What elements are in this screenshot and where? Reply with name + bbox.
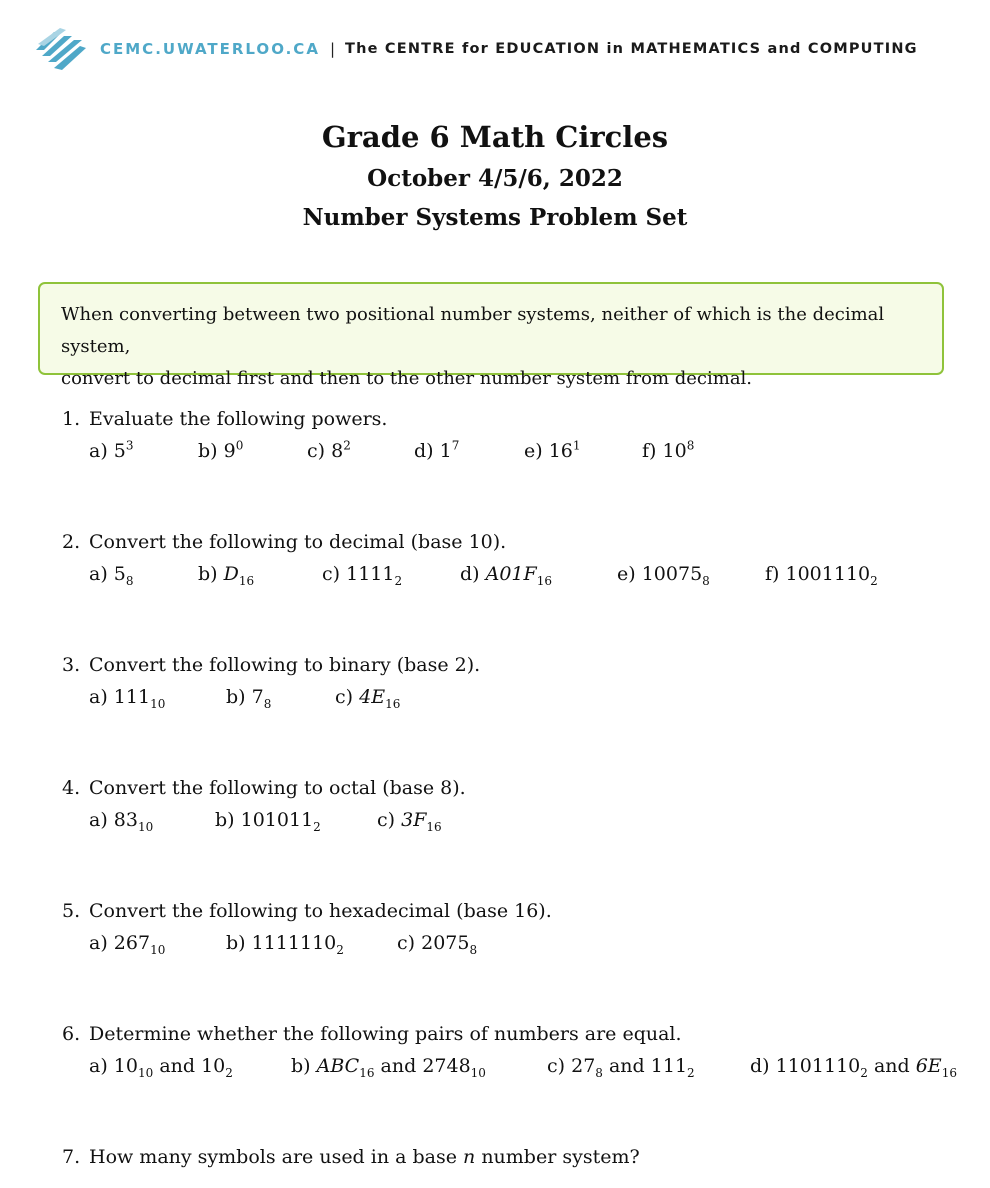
part-b: b) $9^0$ [198, 438, 244, 462]
problem-number: 6. [62, 1023, 81, 1045]
part-b: b) $ABC_{16}$ and $2748_{10}$ [291, 1055, 486, 1080]
problem-number: 5. [62, 900, 81, 922]
part-c: c) $27_8$ and $111_2$ [547, 1055, 695, 1080]
problem-number: 3. [62, 654, 81, 676]
part-e: e) $10075_8$ [617, 563, 710, 588]
part-f: f) $10^8$ [642, 438, 695, 462]
part-c: c) $2075_8$ [397, 932, 478, 957]
part-d: d) $1101110_2$ and $6E_{16}$ [750, 1055, 957, 1080]
part-a: a) $111_{10}$ [89, 686, 166, 711]
part-e: e) $16^1$ [524, 438, 581, 462]
part-a: a) $10_{10}$ and $10_2$ [89, 1055, 233, 1080]
part-d: d) $A01F_{16}$ [460, 563, 552, 588]
header-site[interactable]: CEMC.UWATERLOO.CA [100, 40, 320, 58]
part-b: b) $1111110_2$ [226, 932, 344, 957]
note-line-2: convert to decimal first and then to the other number system from decimal. [61, 368, 753, 389]
problem-question: Determine whether the following pairs of numbers are equal. [89, 1023, 682, 1045]
problem-2 [62, 527, 962, 591]
part-d: d) $1^7$ [414, 438, 460, 462]
problem-question: How many symbols are used in a base n number system? [89, 1146, 640, 1168]
note-line-1: When converting between two positional number systems, neither of which is the decimal system, [61, 304, 885, 357]
problem-number: 1. [62, 408, 81, 430]
part-c: c) $8^2$ [307, 438, 351, 462]
part-a: a) $83_{10}$ [89, 809, 154, 834]
problem-question: Convert the following to decimal (base 10). [89, 531, 507, 553]
problem-7 [62, 1142, 962, 1172]
part-c: c) $1111_2$ [322, 563, 403, 588]
part-f: f) $1001110_2$ [765, 563, 878, 588]
page-header [36, 24, 918, 74]
header-center-name: The CENTRE for EDUCATION in MATHEMATICS and COMPUTING [345, 41, 918, 57]
cemc-logo-icon [36, 26, 86, 72]
part-b: b) $101011_2$ [215, 809, 321, 834]
part-c: c) $4E_{16}$ [335, 686, 401, 711]
note-box [38, 282, 944, 389]
problem-5 [62, 896, 962, 960]
problem-3 [62, 650, 962, 714]
page-subtitle: Number Systems Problem Set [302, 204, 688, 231]
problem-number: 4. [62, 777, 81, 799]
problem-6 [62, 1019, 962, 1083]
problem-number: 2. [62, 531, 81, 553]
problem-question: Evaluate the following powers. [89, 408, 388, 430]
part-a: a) $5^3$ [89, 438, 134, 462]
header-separator: | [329, 40, 335, 58]
problem-question: Convert the following to binary (base 2). [89, 654, 481, 676]
part-b: b) $7_8$ [226, 686, 272, 711]
problem-question: Convert the following to hexadecimal (base 16). [89, 900, 552, 922]
problem-1 [62, 404, 962, 468]
page-date: October 4/5/6, 2022 [367, 165, 623, 192]
problem-question: Convert the following to octal (base 8). [89, 777, 466, 799]
problem-4 [62, 773, 962, 837]
problem-number: 7. [62, 1146, 81, 1168]
part-a: a) $267_{10}$ [89, 932, 166, 957]
part-c: c) $3F_{16}$ [377, 809, 442, 834]
part-b: b) $D_{16}$ [198, 563, 255, 588]
part-a: a) $5_8$ [89, 563, 134, 588]
page-title: Grade 6 Math Circles [321, 120, 669, 154]
